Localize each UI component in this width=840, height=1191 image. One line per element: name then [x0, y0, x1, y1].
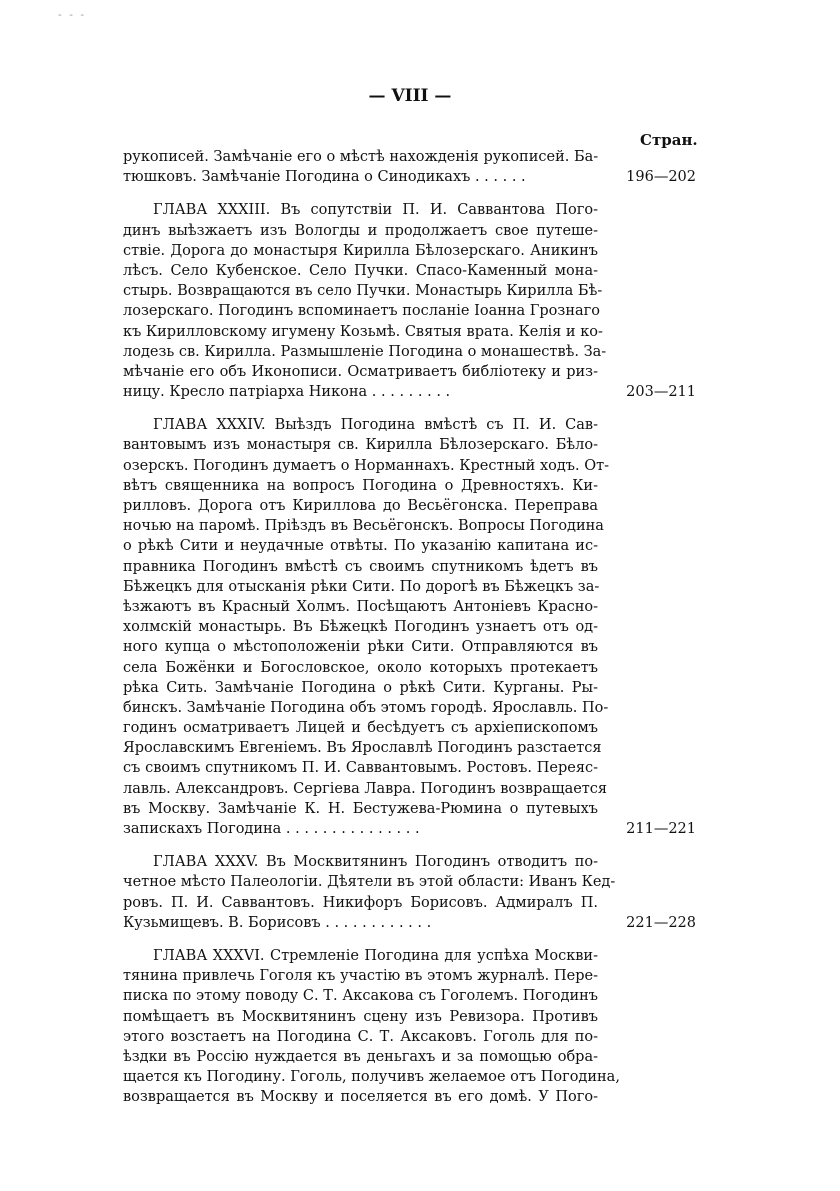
entry-line: вантовымъ изъ монастыря св. Кирилла Бѣлозерскаго. Бѣло- — [123, 437, 598, 454]
scan-corner-marks: - - - — [58, 8, 87, 21]
entry-line: мѣчаніе его объ Иконописи. Осматриваетъ библіотеку и риз- — [123, 363, 598, 380]
entry-line: рилловъ. Дорога отъ Кириллова до Весьёгонска. Переправа — [123, 498, 598, 514]
page-range: 211—221 — [626, 821, 696, 838]
entry-line: Ярославскимъ Евгеніемъ. Въ Ярославлѣ Погодинъ разстается — [123, 740, 602, 757]
entry-line: ницу. Кресло патріарха Никона . . . . . . . . . — [123, 384, 451, 401]
chapter-heading-line: ГЛАВА XXXIV. Выѣздъ Погодина вмѣстѣ съ П. И. Сав- — [153, 417, 598, 434]
entry-line: тюшковъ. Замѣчаніе Погодина о Синодикахъ . . . . . . — [123, 169, 526, 186]
toc-entry-chapter-34 — [123, 415, 696, 839]
entry-line: лавль. Александровъ. Сергіева Лавра. Погодинъ возвращается — [123, 780, 608, 797]
entry-line: писка по этому поводу С. Т. Аксакова съ Гоголемъ. Погодинъ — [123, 988, 598, 1005]
entry-line: о рѣкѣ Сити и неудачные отвѣты. По указанію капитана ис- — [123, 538, 598, 555]
entry-line: щается къ Погодину. Гоголь, получивъ желаемое отъ Погодина, — [123, 1069, 620, 1086]
entry-line: въ Москву. Замѣчаніе К. Н. Бестужева-Рюмина о путевыхъ — [123, 800, 598, 817]
chapter-heading-line: ГЛАВА XXXV. Въ Москвитянинъ Погодинъ отводитъ по- — [153, 854, 598, 871]
entry-line: бинскъ. Замѣчаніе Погодина объ этомъ городѣ. Ярославль. По- — [123, 699, 609, 716]
entry-line: возвращается въ Москву и поселяется въ его домѣ. У Пого- — [123, 1089, 598, 1106]
entry-line: лодезь св. Кирилла. Размышленіе Погодина о монашествѣ. За- — [123, 343, 607, 360]
entry-line: ровъ. П. И. Саввантовъ. Никифоръ Борисовъ. Адмиралъ П. — [123, 894, 598, 911]
toc-entry-chapter-36 — [123, 946, 620, 1108]
entry-line: ствіе. Дорога до монастыря Кирилла Бѣлозерскаго. Аникинъ — [123, 242, 598, 259]
entry-line: Бѣжецкъ для отысканія рѣки Сити. По дорогѣ въ Бѣжецкъ за- — [123, 578, 600, 595]
entry-line: вѣтъ священника на вопросъ Погодина о Древностяхъ. Ки- — [123, 477, 598, 494]
entry-line: холмскій монастырь. Въ Бѣжецкѣ Погодинъ узнаетъ отъ од- — [123, 619, 598, 636]
entry-line: ного купца о мѣстоположеніи рѣки Сити. Отправляются въ — [123, 639, 598, 656]
entry-line: ночью на паромѣ. Пріѣздъ въ Весьёгонскъ. Вопросы Погодина — [123, 518, 604, 535]
entry-line: ѣздки въ Россію нуждается въ деньгахъ и за помощью обра- — [123, 1048, 598, 1065]
toc-entry-continuation — [123, 147, 696, 187]
entry-line: рѣка Сить. Замѣчаніе Погодина о рѣкѣ Сити. Курганы. Ры- — [123, 679, 598, 696]
table-of-contents — [123, 147, 696, 1120]
chapter-heading-line: ГЛАВА XXXVI. Стремленіе Погодина для успѣха Москви- — [153, 947, 598, 964]
entry-line: динъ выѣзжаетъ изъ Вологды и продолжаетъ свое путеше- — [123, 222, 598, 239]
toc-entry-chapter-35 — [123, 852, 696, 933]
entry-line: стырь. Возвращаются въ село Пучки. Монастырь Кирилла Бѣ- — [123, 283, 603, 300]
entry-line: запискахъ Погодина . . . . . . . . . . . . . . . — [123, 821, 420, 837]
pages-column-label: Стран. — [640, 131, 698, 149]
page-number-header: — VIII — — [368, 86, 452, 106]
entry-line: къ Кирилловскому игумену Козьмѣ. Святыя врата. Келія и ко- — [123, 323, 603, 340]
entry-line: этого возстаетъ на Погодина С. Т. Аксаковъ. Гоголь для по- — [123, 1028, 598, 1045]
entry-line: рукописей. Замѣчаніе его о мѣстѣ нахожденія рукописей. Ба- — [123, 149, 599, 165]
entry-line: помѣщаетъ въ Москвитянинъ сцену изъ Ревизора. Противъ — [123, 1008, 598, 1025]
entry-line: тянина привлечь Гоголя къ участію въ этомъ журналѣ. Пере- — [123, 968, 598, 985]
entry-line: Кузьмищевъ. В. Борисовъ . . . . . . . . . . . . — [123, 914, 432, 931]
entry-line: села Божёнки и Богословское, около которыхъ протекаетъ — [123, 659, 598, 676]
page-range: 196—202 — [626, 169, 696, 186]
page-range: 203—211 — [626, 384, 696, 401]
entry-line: ѣзжаютъ въ Красный Холмъ. Посѣщаютъ Антоніевъ Красно- — [123, 598, 598, 615]
page-range: 221—228 — [626, 914, 696, 931]
entry-line: четное мѣсто Палеологіи. Дѣятели въ этой области: Иванъ Кед- — [123, 874, 616, 891]
entry-line: лѣсъ. Село Кубенское. Село Пучки. Спасо-Каменный мона- — [123, 262, 598, 279]
entry-line: лозерскаго. Погодинъ вспоминаетъ посланіе Іоанна Грознаго — [123, 303, 600, 320]
chapter-heading-line: ГЛАВА XXXIII. Въ сопутствіи П. И. Саввантова Пого- — [153, 202, 598, 219]
entry-line: съ своимъ спутникомъ П. И. Саввантовымъ. Ростовъ. Переяс- — [123, 760, 598, 777]
entry-line: годинъ осматриваетъ Лицей и бесѣдуетъ съ архіепископомъ — [123, 720, 598, 737]
entry-line: правника Погодинъ вмѣстѣ съ своимъ спутникомъ ѣдетъ въ — [123, 558, 598, 575]
entry-line: озерскъ. Погодинъ думаетъ о Норманнахъ. Крестный ходъ. От- — [123, 457, 610, 474]
toc-entry-chapter-33 — [123, 200, 696, 402]
